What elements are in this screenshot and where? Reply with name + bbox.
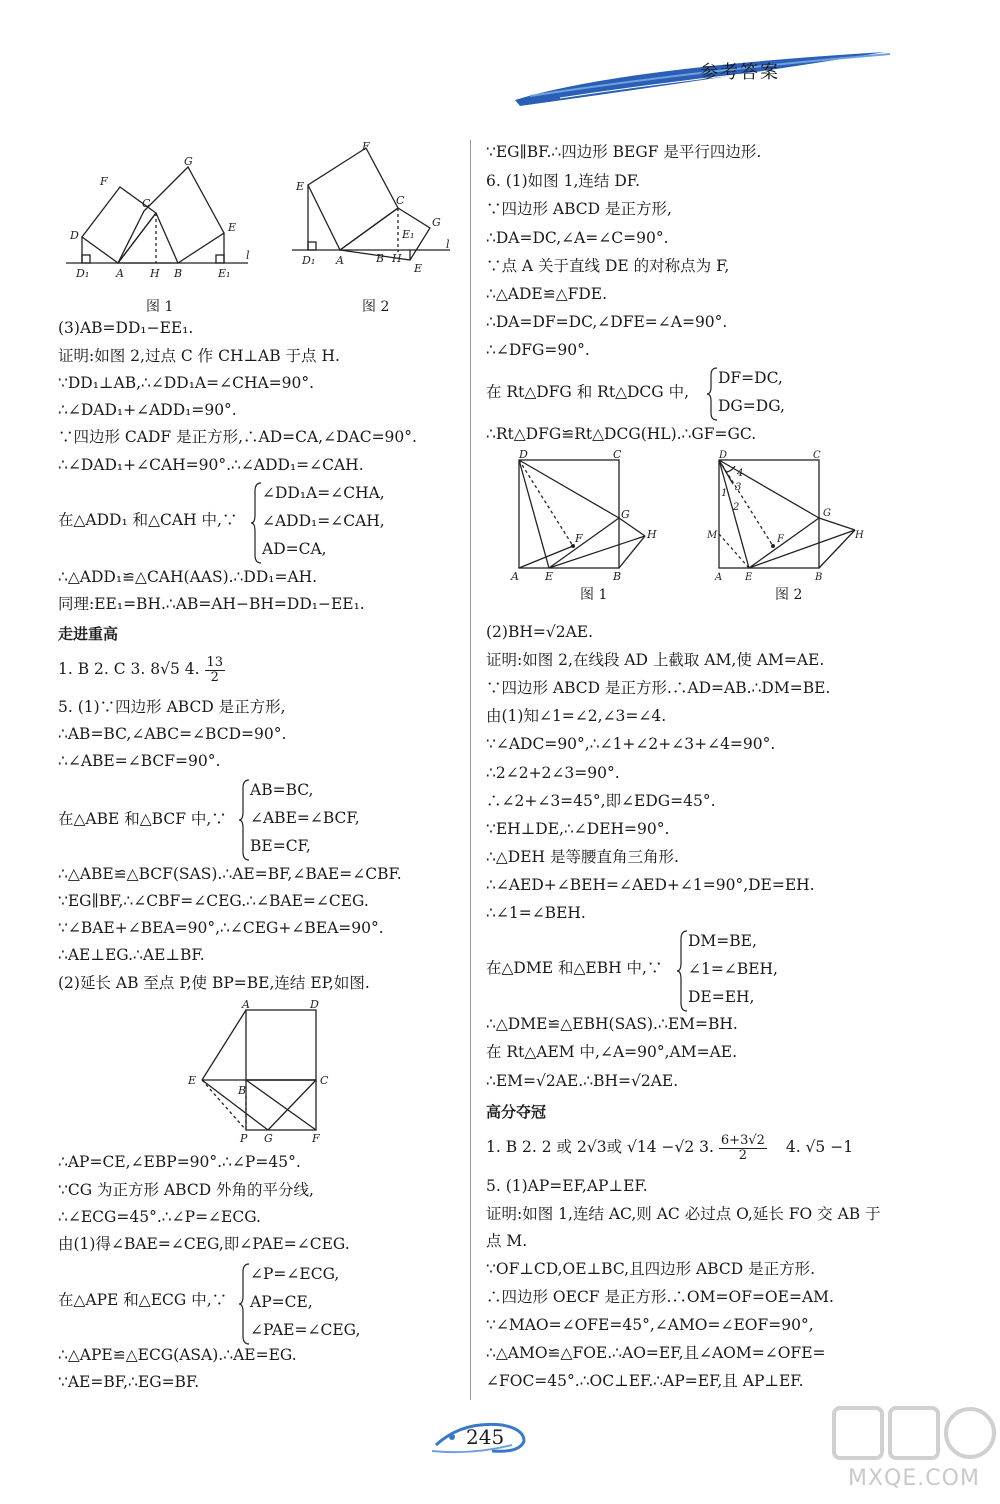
- svg-text:F: F: [100, 175, 108, 188]
- right-answers-2-tail: 4. √5 −1: [785, 1138, 854, 1156]
- left-line-a3: ∴∠DAD₁+∠ADD₁=90°.: [58, 401, 237, 419]
- left-line-b1: 同理:EE₁=BH.∴AB=AH−BH=DD₁−EE₁.: [58, 595, 365, 613]
- svg-text:1: 1: [721, 488, 728, 499]
- right-line-c2: ∵四边形 ABCD 是正方形.∴AD=AB.∴DM=BE.: [486, 679, 831, 697]
- left-line-a4: ∵四边形 CADF 是正方形,∴AD=CA,∠DAC=90°.: [58, 428, 417, 446]
- right-brace2: [676, 929, 826, 1013]
- svg-text:B: B: [238, 1084, 247, 1097]
- right-line-c1: 证明:如图 2,在线段 AD 上截取 AM,使 AM=AE.: [486, 651, 825, 669]
- left-brace3-item: ∠P=∠ECG,: [250, 1265, 340, 1283]
- left-brace1-item: ∠DD₁A=∠CHA,: [262, 484, 385, 502]
- left-line-c0: 5. (1)∵四边形 ABCD 是正方形,: [58, 698, 286, 716]
- left-line-f0: ∴△APE≌△ECG(ASA).∴AE=EG.: [58, 1346, 297, 1364]
- svg-text:D: D: [519, 448, 528, 461]
- left-line-b0: ∴△ADD₁≌△CAH(AAS).∴DD₁=AH.: [58, 568, 318, 586]
- left-brace3: [238, 1262, 408, 1346]
- right-line-e7: ∠FOC=45°.∴OC⊥EF.∴AP=EF,且 AP⊥EF.: [486, 1372, 804, 1390]
- svg-text:E: E: [228, 221, 237, 234]
- svg-text:B: B: [376, 252, 385, 265]
- svg-text:A: A: [336, 254, 344, 267]
- left-brace1: [250, 481, 410, 565]
- right-line-e4: ∴四边形 OECF 是正方形.∴OM=OF=OE=AM.: [486, 1288, 834, 1306]
- left-brace2-item: BE=CF,: [250, 837, 311, 855]
- right-line-a7: ∴∠DFG=90°.: [486, 341, 590, 359]
- svg-text:G: G: [184, 155, 193, 168]
- right-line-b0: ∴Rt△DFG≌Rt△DCG(HL).∴GF=GC.: [486, 425, 757, 443]
- svg-text:H: H: [150, 267, 160, 280]
- left-brace2: [238, 778, 408, 862]
- svg-text:B: B: [174, 267, 183, 280]
- left-line-a0: (3)AB=DD₁−EE₁.: [58, 319, 194, 337]
- svg-text:2: 2: [733, 502, 740, 513]
- svg-text:B: B: [613, 570, 622, 583]
- right-answers-2: [486, 1130, 853, 1164]
- left-brace1-prefix: 在△ADD₁ 和△CAH 中,∵: [58, 511, 238, 529]
- svg-text:G: G: [264, 1132, 273, 1145]
- left-line-f1: ∵AE=BF,∴EG=BF.: [58, 1373, 200, 1391]
- svg-text:E₁: E₁: [218, 267, 231, 280]
- svg-text:G: G: [621, 508, 630, 521]
- svg-text:H: H: [855, 530, 864, 541]
- right-brace1: [706, 366, 816, 422]
- left-brace1-item: ∠ADD₁=∠CAH,: [262, 512, 385, 530]
- figure-left-1-caption: 图 1: [146, 299, 174, 315]
- right-line-d0: ∴△DME≌△EBH(SAS).∴EM=BH.: [486, 1015, 738, 1033]
- svg-text:4: 4: [737, 468, 744, 479]
- left-answers-1-text: 1. B 2. C 3. 8√5 4.: [58, 660, 200, 678]
- right-line-c7: ∵EH⊥DE,∴∠DEH=90°.: [486, 820, 670, 838]
- right-line-d1: 在 Rt△AEM 中,∠A=90°,AM=AE.: [486, 1043, 738, 1061]
- right-brace1-item: DG=DG,: [718, 397, 785, 415]
- left-brace2-item: ∠ABE=∠BCF,: [250, 809, 360, 827]
- right-line-a1: 6. (1)如图 1,连结 DF.: [486, 172, 641, 190]
- svg-text:D: D: [310, 998, 319, 1011]
- svg-text:3: 3: [735, 482, 742, 493]
- svg-text:C: C: [613, 448, 622, 461]
- left-line-d4: (2)延长 AB 至点 P,使 BP=BE,连结 EP,如图.: [58, 974, 370, 992]
- right-line-c10: ∴∠1=∠BEH.: [486, 904, 586, 922]
- svg-text:H: H: [392, 252, 402, 265]
- left-line-c1: ∴AB=BC,∠ABC=∠BCD=90°.: [58, 725, 287, 743]
- left-line-a2: ∵DD₁⊥AB,∴∠DD₁A=∠CHA=90°.: [58, 374, 315, 392]
- watermark: [830, 1400, 1000, 1504]
- svg-text:C: C: [396, 194, 405, 207]
- left-brace2-prefix: 在△ABE 和△BCF 中,∵: [58, 810, 227, 828]
- svg-text:M: M: [707, 530, 718, 541]
- right-line-e3: ∵OF⊥CD,OE⊥BC,且四边形 ABCD 是正方形.: [486, 1260, 816, 1278]
- header-title: 参考答案: [700, 62, 780, 83]
- watermark-text: MXQE.COM: [848, 1466, 980, 1491]
- left-brace1-item: AD=CA,: [262, 540, 327, 558]
- figure-right-1: [505, 448, 665, 584]
- figure-left-2-caption: 图 2: [362, 299, 390, 315]
- left-answers-1-fraction: $\frac{13}{2}$: [206, 654, 224, 685]
- page-number-text: 245: [466, 1425, 505, 1449]
- left-brace3-item: ∠PAE=∠CEG,: [250, 1321, 361, 1339]
- right-line-d2: ∴EM=√2AE.∴BH=√2AE.: [486, 1072, 679, 1090]
- svg-text:D: D: [70, 229, 79, 242]
- right-brace1-item: DF=DC,: [718, 369, 783, 387]
- svg-text:C: C: [320, 1074, 329, 1087]
- figure-right-2: [705, 448, 865, 584]
- svg-text:E: E: [414, 262, 423, 275]
- right-line-e0: 5. (1)AP=EF,AP⊥EF.: [486, 1177, 648, 1195]
- svg-text:A: A: [511, 570, 519, 583]
- svg-text:G: G: [432, 216, 441, 229]
- svg-text:F: F: [575, 532, 583, 545]
- right-answers-2-fraction: $\frac{6+3√2}{2}$: [720, 1132, 765, 1163]
- svg-text:E: E: [296, 180, 305, 193]
- right-line-c0: (2)BH=√2AE.: [486, 623, 594, 641]
- svg-text:G: G: [823, 508, 831, 519]
- right-line-a6: ∴DA=DF=DC,∠DFE=∠A=90°.: [486, 313, 728, 331]
- left-line-d1: ∵EG∥BF,∴∠CBF=∠CEG.∴∠BAE=∠CEG.: [58, 892, 369, 910]
- right-line-c6: ∴∠2+∠3=45°,即∠EDG=45°.: [486, 792, 716, 810]
- right-brace2-item: DE=EH,: [688, 988, 755, 1006]
- left-line-e3: 由(1)得∠BAE=∠CEG,即∠PAE=∠CEG.: [58, 1235, 350, 1253]
- left-line-c2: ∴∠ABE=∠BCF=90°.: [58, 752, 221, 770]
- left-brace3-prefix: 在△APE 和△ECG 中,∵: [58, 1291, 228, 1309]
- left-line-e2: ∴∠ECG=45°.∴∠P=∠ECG.: [58, 1208, 261, 1226]
- section-heading-1: 走进重高: [58, 625, 119, 643]
- figure-right-2-caption: 图 2: [775, 587, 803, 603]
- figure-right-1-caption: 图 1: [580, 587, 608, 603]
- right-line-e2: 点 M.: [486, 1232, 528, 1250]
- page-number: [432, 1415, 532, 1455]
- right-line-e1: 证明:如图 1,连结 AC,则 AC 必过点 O,延长 FO 交 AB 于: [486, 1205, 881, 1223]
- figure-left-2: [290, 140, 460, 290]
- right-brace2-prefix: 在△DME 和△EBH 中,∵: [486, 959, 663, 977]
- left-brace3-item: AP=CE,: [250, 1293, 313, 1311]
- left-line-e0: ∴AP=CE,∠EBP=90°.∴∠P=45°.: [58, 1153, 301, 1171]
- svg-text:H: H: [647, 528, 657, 541]
- right-line-a0: ∵EG∥BF.∴四边形 BEGF 是平行四边形.: [486, 143, 762, 161]
- left-answers-1: [58, 654, 225, 684]
- right-brace2-item: ∠1=∠BEH,: [688, 960, 778, 978]
- svg-text:F: F: [777, 534, 784, 545]
- figure-left-1: [58, 155, 258, 290]
- right-line-c5: ∴2∠2+2∠3=90°.: [486, 764, 620, 782]
- right-line-a3: ∴DA=DC,∠A=∠C=90°.: [486, 229, 669, 247]
- watermark-logo: [830, 1400, 1000, 1470]
- figure-left-3: [180, 996, 340, 1146]
- section-heading-2: 高分夺冠: [486, 1103, 547, 1121]
- left-line-a5: ∴∠DAD₁+∠CAH=90°.∴∠ADD₁=∠CAH.: [58, 456, 364, 474]
- right-line-a2: ∵四边形 ABCD 是正方形,: [486, 200, 672, 218]
- svg-text:E: E: [188, 1074, 197, 1087]
- svg-text:A: A: [116, 267, 124, 280]
- right-brace2-item: DM=BE,: [688, 932, 757, 950]
- svg-text:D₁: D₁: [76, 267, 90, 280]
- right-answers-2-text: 1. B 2. 2 或 2√3或 √14 −√2 3.: [486, 1138, 714, 1156]
- svg-text:A: A: [715, 572, 723, 583]
- right-line-e6: ∴△AMO≌△FOE.∴AO=EF,且∠AOM=∠OFE=: [486, 1344, 826, 1362]
- column-divider: [470, 140, 471, 1400]
- svg-text:l: l: [246, 249, 250, 262]
- svg-text:D₁: D₁: [302, 254, 316, 267]
- svg-text:P: P: [240, 1132, 248, 1145]
- left-line-d3: ∴AE⊥EG.∴AE⊥BF.: [58, 946, 205, 964]
- left-line-e1: ∵CG 为正方形 ABCD 外角的平分线,: [58, 1181, 314, 1199]
- left-line-d2: ∵∠BAE+∠BEA=90°,∴∠CEG+∠BEA=90°.: [58, 919, 384, 937]
- svg-text:A: A: [242, 998, 250, 1011]
- svg-text:F: F: [312, 1132, 320, 1145]
- svg-text:E: E: [745, 572, 753, 583]
- right-line-c4: ∵∠ADC=90°,∴∠1+∠2+∠3+∠4=90°.: [486, 735, 776, 753]
- svg-text:E₁: E₁: [402, 228, 415, 241]
- svg-text:F: F: [362, 140, 370, 153]
- right-line-c3: 由(1)知∠1=∠2,∠3=∠4.: [486, 707, 667, 725]
- right-line-a4: ∵点 A 关于直线 DE 的对称点为 F,: [486, 257, 730, 275]
- right-line-c8: ∴△DEH 是等腰直角三角形.: [486, 848, 679, 866]
- svg-text:C: C: [813, 450, 821, 461]
- right-line-e5: ∵∠MAO=∠OFE=45°,∠AMO=∠EOF=90°,: [486, 1316, 814, 1334]
- svg-text:E: E: [545, 570, 554, 583]
- svg-text:l: l: [446, 238, 450, 251]
- svg-text:C: C: [142, 197, 151, 210]
- right-line-a5: ∴△ADE≌△FDE.: [486, 285, 608, 303]
- right-line-c9: ∴∠AED+∠BEH=∠AED+∠1=90°,DE=EH.: [486, 876, 815, 894]
- left-line-d0: ∴△ABE≌△BCF(SAS).∴AE=BF,∠BAE=∠CBF.: [58, 865, 402, 883]
- svg-text:B: B: [815, 572, 823, 583]
- left-brace2-item: AB=BC,: [250, 781, 314, 799]
- right-brace1-prefix: 在 Rt△DFG 和 Rt△DCG 中,: [486, 383, 690, 401]
- left-line-a1: 证明:如图 2,过点 C 作 CH⊥AB 于点 H.: [58, 347, 340, 365]
- svg-text:D: D: [719, 450, 728, 461]
